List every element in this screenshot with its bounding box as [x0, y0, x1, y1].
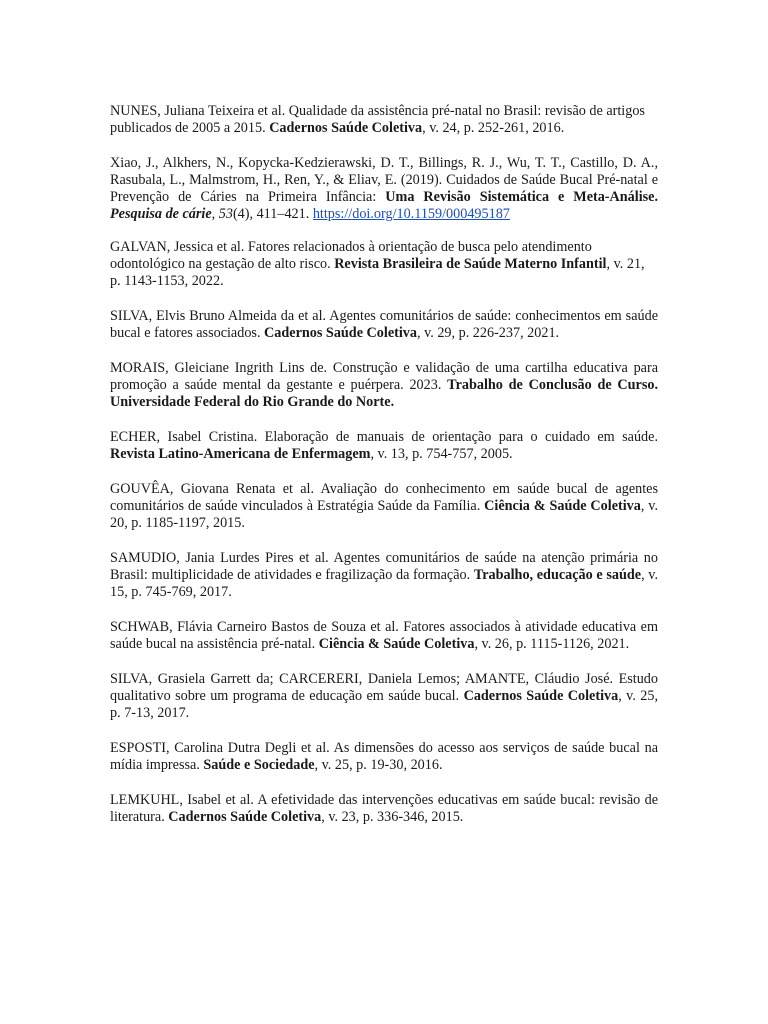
reference-echer	[110, 429, 658, 463]
reference-text: SILVA, Grasiela Garrett da; CARCERERI, Daniela Lemos; AMANTE, Cláudio José. Estudo qualitativo sobre um programa de educação em saúde bucal.	[110, 671, 658, 704]
journal-title: Pesquisa de cárie	[110, 206, 212, 222]
reference-details: , v. 15, p. 745-769, 2017.	[110, 567, 659, 600]
reference-lemkuhl	[110, 792, 658, 826]
volume-number: 53	[218, 206, 233, 222]
reference-esposti	[110, 740, 658, 774]
reference-text: Xiao, J., Alkhers, N., Kopycka-Kedzierawski, D. T., Billings, R. J., Wu, T. T., Castillo, D. A., Rasubala, L., Malmstrom, H., Ren, Y., & Eliav, E. (2019). Cuidados de Saúde Bucal Pré-natal e Prevenção de Cáries na Primeira Infância:	[110, 155, 658, 205]
reference-text: SCHWAB, Flávia Carneiro Bastos de Souza et al. Fatores associados à atividade educativa em saúde bucal na assistência pré-natal.	[110, 619, 658, 652]
reference-details: , v. 26, p. 1115-1126, 2021.	[474, 636, 630, 652]
reference-text: SAMUDIO, Jania Lurdes Pires et al. Agentes comunitários de saúde na atenção primária no Brasil: multiplicidade de atividades e fragilização da formação.	[110, 550, 658, 583]
journal-title: Cadernos Saúde Coletiva	[269, 120, 423, 136]
reference-details: , v. 21, p. 1143-1153, 2022.	[110, 256, 645, 289]
reference-details: (4), 411–421.	[232, 206, 313, 222]
thesis-title: Trabalho de Conclusão de Curso. Universidade Federal do Rio Grande do Norte.	[110, 377, 658, 410]
reference-list	[110, 103, 658, 844]
reference-text: NUNES, Juliana Teixeira et al. Qualidade da assistência pré-natal no Brasil: revisão de artigos	[110, 103, 645, 119]
journal-title: Trabalho, educação e saúde	[473, 567, 642, 583]
journal-title: Revista Brasileira de Saúde Materno Infantil	[334, 256, 607, 272]
reference-details: , v. 24, p. 252-261, 2016.	[422, 120, 565, 136]
reference-details: , v. 25, p. 7-13, 2017.	[110, 688, 659, 721]
reference-silva-elvis	[110, 308, 658, 342]
reference-text: GOUVÊA, Giovana Renata et al. Avaliação do conhecimento em saúde bucal de agentes comunitários de saúde vinculados à Estratégia Saúde da Família.	[110, 481, 658, 514]
reference-text: publicados de 2005 a 2015.	[110, 120, 270, 136]
article-title: Uma Revisão Sistemática e Meta-Análise.	[385, 189, 659, 205]
reference-nunes	[110, 103, 658, 137]
reference-details: , v. 23, p. 336-346, 2015.	[321, 809, 464, 825]
reference-silva-grasiela	[110, 671, 658, 722]
reference-text: GALVAN, Jessica et al. Fatores relacionados à orientação de busca pelo atendimento odontológico na gestação de alto risco.	[110, 239, 592, 272]
journal-title: Ciência & Saúde Coletiva	[484, 498, 641, 514]
journal-title: Revista Latino-Americana de Enfermagem	[110, 446, 371, 462]
reference-text: ESPOSTI, Carolina Dutra Degli et al. As dimensões do acesso aos serviços de saúde bucal na mídia impressa.	[110, 740, 658, 773]
reference-details: , v. 25, p. 19-30, 2016.	[314, 757, 443, 773]
reference-text: SILVA, Elvis Bruno Almeida da et al. Agentes comunitários de saúde: conhecimentos em saúde bucal e fatores associados.	[110, 308, 658, 341]
journal-title: Cadernos Saúde Coletiva	[463, 688, 619, 704]
reference-galvan	[110, 239, 658, 290]
reference-details: , v. 29, p. 226-237, 2021.	[416, 325, 560, 341]
reference-morais	[110, 360, 658, 411]
reference-text: ECHER, Isabel Cristina. Elaboração de manuais de orientação para o cuidado em saúde.	[110, 429, 658, 445]
separator: ,	[211, 206, 219, 222]
journal-title: Cadernos Saúde Coletiva	[264, 325, 417, 341]
reference-details: , v. 13, p. 754-757, 2005.	[370, 446, 513, 462]
journal-title: Cadernos Saúde Coletiva	[168, 809, 322, 825]
journal-title: Ciência & Saúde Coletiva	[318, 636, 475, 652]
reference-gouvea	[110, 481, 658, 532]
reference-xiao	[110, 155, 658, 223]
reference-text: LEMKUHL, Isabel et al. A efetividade das intervenções educativas em saúde bucal: revisão de literatura.	[110, 792, 658, 825]
reference-schwab	[110, 619, 658, 653]
reference-text: MORAIS, Gleiciane Ingrith Lins de. Construção e validação de uma cartilha educativa para promoção a saúde mental da gestante e puérpera. 2023.	[110, 360, 658, 393]
doi-link[interactable]: https://doi.org/10.1159/000495187	[312, 206, 510, 222]
reference-samudio	[110, 550, 658, 601]
journal-title: Saúde e Sociedade	[203, 757, 315, 773]
reference-details: , v. 20, p. 1185-1197, 2015.	[110, 498, 658, 531]
